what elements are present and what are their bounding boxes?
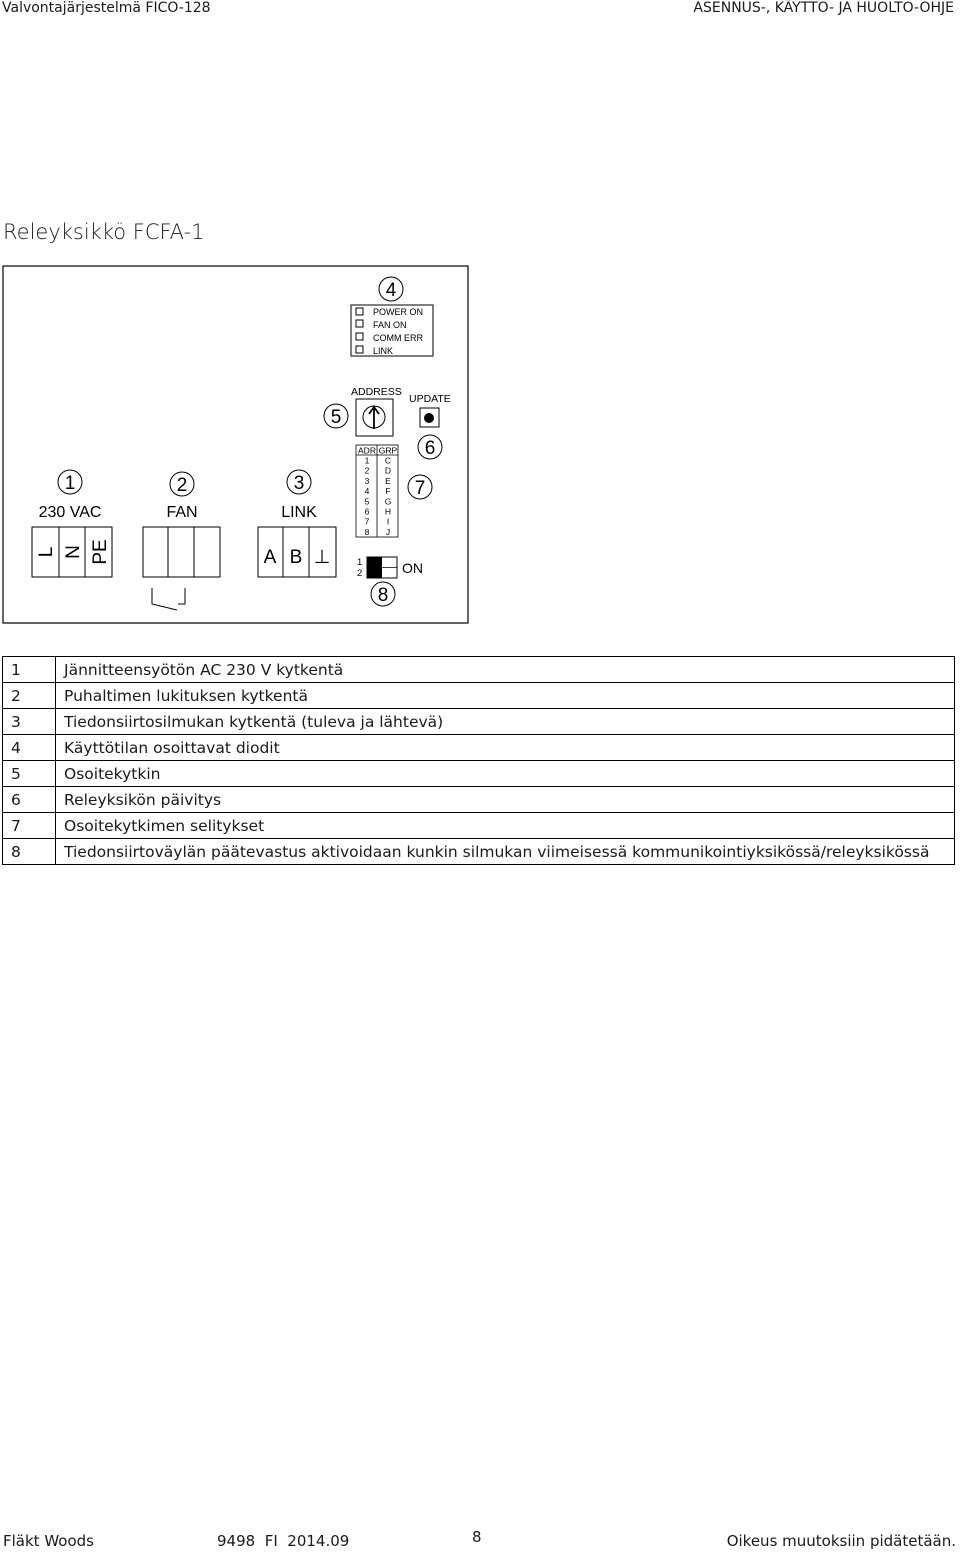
legend-row [3,735,955,761]
legend-description: Käyttötilan osoittavat diodit [56,735,955,761]
callout-6: 6 [424,438,436,459]
callout-2: 2 [176,475,188,496]
callout-8: 8 [377,585,389,606]
legend-description: Releyksikön päivitys [56,787,955,813]
dip-on-label: ON [402,560,423,576]
callout-4: 4 [385,280,397,301]
legend-number: 1 [3,657,56,683]
led-label-fan-on: FAN ON [373,320,407,330]
led-power-on [356,308,363,315]
footer-page-number: 8 [472,1528,482,1546]
legend-number: 6 [3,787,56,813]
update-dot-icon [424,413,434,423]
legend-number: 7 [3,813,56,839]
grp-cell: E [385,475,391,486]
dip-switch-lever-2 [367,568,382,579]
legend-row [3,761,955,787]
grp-cell: C [384,455,392,466]
dip-switch-lever-1 [367,557,382,568]
legend-row [3,709,955,735]
legend-table [2,656,955,865]
header-doc-title: Valvontajärjestelmä FICO-128 [2,0,211,16]
terminal-a: A [263,547,277,568]
relay-unit-diagram [2,265,470,625]
led-indicators [356,308,363,353]
footer-doc-code: 9498 FI 2014.09 [217,1532,350,1550]
legend-number: 2 [3,683,56,709]
legend-number: 5 [3,761,56,787]
legend-description: Osoitekytkin [56,761,955,787]
grp-cell: H [384,506,392,517]
led-label-link: LINK [373,346,394,356]
legend-description: Puhaltimen lukituksen kytkentä [56,683,955,709]
dip-number-2: 2 [357,568,363,579]
grp-cell: D [384,465,392,476]
legend-number: 4 [3,735,56,761]
dip-number-1: 1 [357,557,363,568]
legend-description: Tiedonsiirtoväylän päätevastus aktivoidaan kunkin silmukan viimeisessä kommunikointiyksikössä/releyksikössä [56,839,955,865]
legend-description: Osoitekytkimen selitykset [56,813,955,839]
grp-cell: F [385,486,391,497]
terminal-pe: PE [90,539,111,565]
fan-terminal-block [143,527,220,577]
adr-cell: 4 [364,486,370,497]
terminal-b: B [289,547,303,568]
address-arrow-icon [369,407,379,429]
adr-grp-rows [365,456,392,537]
led-label-power-on: POWER ON [373,307,424,317]
led-fan-on [356,320,363,327]
footer-rights: Oikeus muutoksiin pidätetään. [726,1532,956,1550]
callout-5: 5 [330,407,342,428]
callout-1: 1 [64,473,76,494]
header-manual-type: ASENNUS-, KÄYTTÖ- JA HUOLTO-OHJE [693,0,954,16]
led-comm-err [356,333,363,340]
adr-cell: 8 [364,526,370,537]
footer-company: Fläkt Woods [3,1532,94,1550]
led-label-comm-err: COMM ERR [373,333,423,343]
page-title: Releyksikkö FCFA-1 [3,220,205,244]
legend-row [3,683,955,709]
adr-cell: 3 [364,475,370,486]
legend-row [3,839,955,865]
terminal-ground: ⊥ [313,547,331,568]
update-label: UPDATE [409,393,451,405]
callout-3: 3 [293,473,305,494]
adr-cell: 5 [364,496,370,507]
section-label-link: LINK [281,504,317,521]
legend-number: 8 [3,839,56,865]
led-link [356,346,363,353]
adr-cell: 6 [364,506,370,517]
section-label-fan: FAN [166,504,198,521]
legend-row [3,813,955,839]
legend-row [3,787,955,813]
fan-interlock-switch-icon [152,588,185,610]
legend-description: Jännitteensyötön AC 230 V kytkentä [56,657,955,683]
grp-header: GRP [378,445,398,456]
grp-cell: G [384,496,392,507]
adr-cell: 1 [364,455,370,466]
terminal-n: N [63,545,84,559]
address-label: ADDRESS [351,386,402,398]
legend-row [3,657,955,683]
section-label-230vac: 230 VAC [38,504,102,521]
grp-cell: I [386,516,390,527]
adr-cell: 7 [364,516,370,527]
callout-7: 7 [414,478,426,499]
adr-header: ADR [358,445,376,456]
terminal-l: L [36,546,57,558]
legend-number: 3 [3,709,56,735]
legend-description: Tiedonsiirtosilmukan kytkentä (tuleva ja lähtevä) [56,709,955,735]
adr-cell: 2 [364,465,370,476]
grp-cell: J [385,526,391,537]
